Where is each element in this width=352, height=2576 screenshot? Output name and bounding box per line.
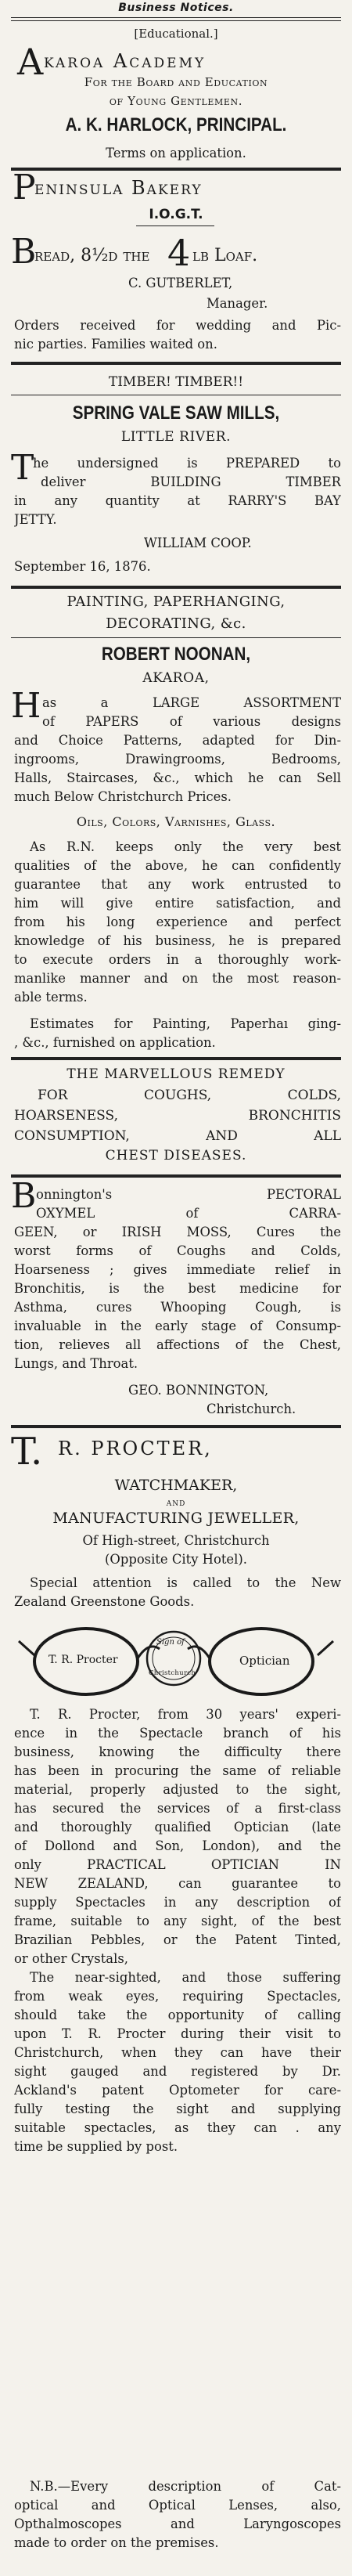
akaroa-name: karoa Academy (44, 50, 207, 72)
text-line: and Choice Patterns, adapted for Din- (14, 733, 341, 748)
noonan-oils: Oils, Colors, Varnishes, Glass. (76, 814, 276, 829)
text-line: should take the opportunity of calling (14, 2008, 341, 2022)
text-line: sight gauged and registered by Dr. (14, 2064, 341, 2079)
text-line: Opthalmoscopes and Laryngoscopes (14, 2516, 341, 2531)
text-line: to execute orders in a thoroughly work- (14, 952, 341, 967)
noonan-heading1: PAINTING, PAPERHANGING, (66, 593, 286, 610)
text-line: Ackland's patent Optometer for care- (14, 2083, 341, 2098)
text-line: time be supplied by post. (14, 2139, 178, 2154)
noonan-drop-letter: H (11, 686, 41, 726)
text-line: fully testing the sight and supplying (14, 2102, 341, 2116)
header-rule (11, 17, 341, 21)
text-line: has been in procuring the same of reliable (14, 1763, 341, 1778)
timber-drop-letter: T (11, 448, 34, 488)
text-line: he undersigned is PREPARED to (33, 456, 341, 471)
sign-right-text: Optician (239, 1654, 290, 1668)
text-line: Bronchitis, is the best medicine for (14, 1281, 341, 1296)
bonnington-body-1 (36, 1185, 341, 1223)
text-line: guarantee that any work entrusted to (14, 877, 341, 892)
text-line: material, properly adjusted to the sight, (14, 1782, 341, 1797)
text-line: only PRACTICAL OPTICIAN IN (14, 1857, 341, 1872)
procter-addr2: (Opposite City Hotel). (105, 1552, 247, 1567)
text-line: NEW ZEALAND, can guarantee to (14, 1876, 341, 1891)
text-line: tion, relieves all affections of the Chest, (14, 1337, 341, 1352)
manager-name: C. GUTBERLET, (128, 276, 233, 290)
text-line: from his long experience and perfect (14, 915, 341, 929)
text-line: invaluable in the early stage of Consump- (14, 1319, 341, 1333)
noonan-body-1a (42, 694, 341, 731)
rule-5 (11, 1174, 341, 1178)
peninsula-drop-letter: P (13, 168, 36, 207)
procter-nb (14, 2477, 341, 2553)
text-line: qualities of the above, he can confidently (14, 858, 341, 873)
text-line: Zealand Greenstone Goods. (14, 1594, 195, 1609)
text-line: or other Crystals, (14, 1951, 128, 1966)
peninsula-orders (14, 316, 341, 354)
text-line: of Dollond and Son, London), and the (14, 1838, 341, 1853)
bonnington-place: Christchurch. (207, 1402, 296, 1416)
spectacles-sign (11, 1618, 341, 1704)
bread-line: read, 8½d the (34, 246, 150, 265)
noonan-body-2 (14, 838, 341, 1007)
noonan-body-1b (14, 731, 341, 806)
text-line: and thoroughly qualified Optician (late (14, 1820, 341, 1835)
bread-tail: lb Loaf. (192, 246, 258, 265)
akaroa-drop-letter: A (17, 41, 44, 83)
text-line: much Below Christchurch Prices. (14, 789, 232, 804)
rule-2 (11, 362, 341, 365)
text-line: The near-sighted, and those suffering (30, 1970, 341, 1985)
akaroa-category: [Educational.] (134, 27, 218, 41)
timber-body-1 (33, 454, 341, 492)
text-line: worst forms of Coughs and Colds, (14, 1243, 341, 1258)
section-header: Business Notices. (118, 2, 234, 14)
text-line: nic parties. Families waited on. (14, 337, 217, 352)
text-line: OXYMEL of CARRA- (36, 1206, 341, 1221)
timber-place: LITTLE RIVER. (120, 429, 232, 445)
bonnington-body-2 (14, 1223, 341, 1373)
text-line: able terms. (14, 990, 88, 1005)
text-line: N.B.—Every description of Cat- (30, 2479, 341, 2494)
timber-date: September 16, 1876. (14, 559, 151, 574)
akaroa-line2: For the Board and Education (84, 75, 268, 89)
text-line: made to order on the premises. (14, 2535, 219, 2550)
text-line: onnington's PECTORAL (36, 1187, 341, 1202)
text-line: in any quantity at RARRY'S BAY (14, 493, 341, 508)
sign-left-text: T. R. Procter (48, 1654, 118, 1666)
remedy-body (14, 1085, 341, 1146)
noonan-place: AKAROA, (142, 670, 210, 686)
akaroa-principal: A. K. HARLOCK, PRINCIPAL. (65, 114, 287, 135)
iogt-rule (136, 225, 214, 226)
remedy-last: CHEST DISEASES. (105, 1148, 247, 1164)
manager-title: Manager. (207, 296, 268, 311)
text-line: JETTY. (14, 512, 57, 527)
text-line: upon T. R. Procter during their visit to (14, 2026, 341, 2041)
text-line: manlike manner and on the most reason- (14, 971, 341, 986)
text-line: Special attention is called to the New (30, 1575, 341, 1590)
timber-heading: TIMBER! TIMBER!! (108, 374, 244, 390)
text-line: optical and Optical Lenses, also, (14, 2498, 341, 2513)
noonan-rule (11, 637, 341, 638)
text-line: ence in the Spectacle branch of his (14, 1726, 341, 1741)
noonan-name: ROBERT NOONAN, (101, 644, 251, 665)
procter-line2: WATCHMAKER, (114, 1477, 238, 1494)
text-line: T. R. Procter, from 30 years' experi- (30, 1707, 341, 1722)
text-line: supply Spectacles in any description of (14, 1895, 341, 1910)
procter-body (14, 1705, 341, 2156)
text-line: from weak eyes, requiring Spectacles, (14, 1989, 341, 2004)
text-line: HOARSENESS, BRONCHITIS (14, 1108, 341, 1124)
noonan-heading2: DECORATING, &c. (106, 615, 246, 632)
text-line: CONSUMPTION, AND ALL (14, 1128, 341, 1144)
rule-3 (11, 586, 341, 589)
text-line: As R.N. keeps only the very best (30, 839, 341, 854)
peninsula-name: eninsula Bakery (34, 177, 203, 199)
text-line: has secured the services of a first-class (14, 1801, 341, 1816)
text-line: Orders received for wedding and Pic- (14, 318, 341, 333)
procter-special (14, 1574, 341, 1611)
text-line: suitable spectacles, as they can . any (14, 2120, 341, 2135)
text-line: Halls, Staircases, &c., which he can Sell (14, 770, 341, 785)
text-line: of PAPERS of various designs (42, 714, 341, 729)
text-line: Asthma, cures Whooping Cough, is (14, 1300, 341, 1315)
text-line: Brazilian Pebbles, or the Patent Tinted, (14, 1932, 341, 1947)
text-line: Christchurch, when they can have their (14, 2045, 341, 2060)
peninsula-iogt: I.O.G.T. (149, 207, 203, 222)
text-line: deliver BUILDING TIMBER (41, 474, 341, 489)
akaroa-terms: Terms on application. (106, 146, 246, 161)
procter-line3: MANUFACTURING JEWELLER, (52, 1510, 300, 1527)
bonnington-signer: GEO. BONNINGTON, (128, 1383, 269, 1398)
text-line: as a LARGE ASSORTMENT (42, 695, 341, 710)
bonnington-drop-letter: B (11, 1176, 37, 1216)
procter-addr1: Of High-street, Christchurch (82, 1533, 270, 1548)
sign-center-bottom: Christchurch (149, 1669, 196, 1677)
rule-4 (11, 1057, 341, 1060)
text-line: GEEN, or IRISH MOSS, Cures the (14, 1225, 341, 1239)
akaroa-line3: of Young Gentlemen. (109, 94, 243, 108)
text-line: ingrooms, Drawingrooms, Bedrooms, (14, 752, 341, 767)
text-line: business, knowing the difficulty there (14, 1744, 341, 1759)
text-line: Hoarseness ; gives immediate relief in (14, 1262, 341, 1277)
timber-signer: WILLIAM COOP. (144, 536, 252, 550)
text-line: frame, suitable to any sight, of the best (14, 1914, 341, 1928)
noonan-body-3 (14, 1015, 341, 1052)
timber-body-2 (14, 492, 341, 529)
text-line: , &c., furnished on application. (14, 1035, 216, 1050)
text-line: him will give entire satisfaction, and (14, 896, 341, 911)
text-line: Lungs, and Throat. (14, 1356, 138, 1371)
rule-6 (11, 1425, 341, 1428)
text-line: knowledge of his business, he is prepared (14, 933, 341, 948)
remedy-line: THE MARVELLOUS REMEDY (66, 1066, 286, 1082)
bread-big-number: 4 (167, 232, 191, 274)
procter-and: AND (166, 1500, 186, 1508)
text-line: FOR COUGHS, COLDS, (38, 1088, 341, 1103)
rule-1 (11, 168, 341, 171)
sign-center-top: Sign of (156, 1638, 185, 1647)
timber-mills: SPRING VALE SAW MILLS, (72, 402, 280, 424)
procter-name: R. PROCTER, (58, 1438, 213, 1459)
procter-drop-letter: T. (11, 1430, 43, 1474)
bread-drop-letter: B (11, 232, 37, 272)
text-line: Estimates for Painting, Paperhaı ging- (30, 1016, 341, 1031)
